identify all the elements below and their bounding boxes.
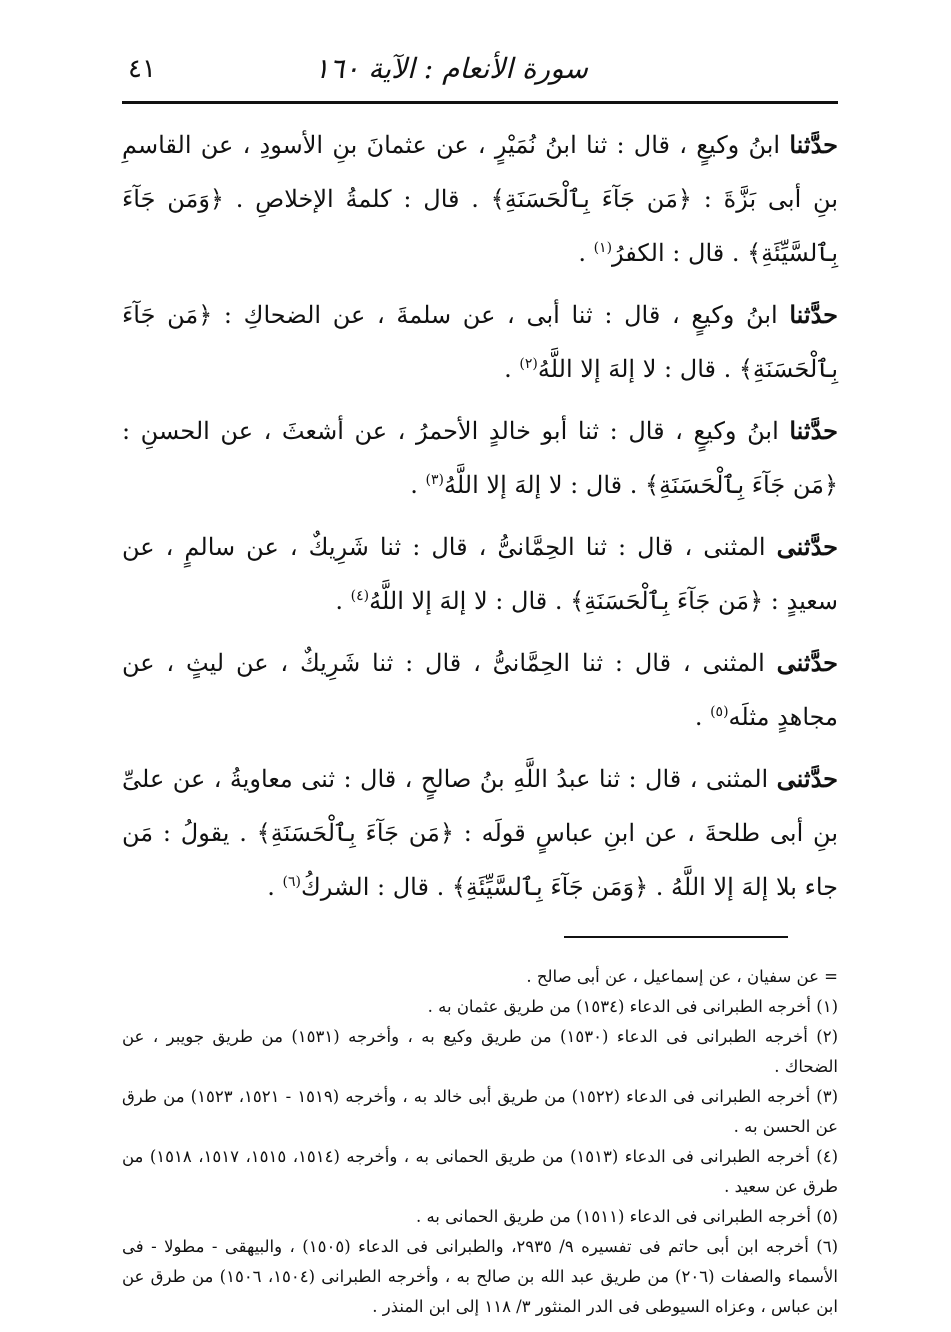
paragraph-lead: حدَّثنى [776, 764, 838, 793]
paragraph-lead: حدَّثنى [776, 532, 838, 561]
paragraph-5 [122, 636, 838, 744]
running-header [122, 48, 838, 96]
footnote-3: (٣) أخرجه الطبرانى فى الدعاء (١٥٢٢) من طريق أبى خالد به ، وأخرجه (١٥١٩ - ١٥٢١، ١٥٢٣) من طرق عن الحسن به . [122, 1087, 838, 1136]
paragraph-lead: حدَّثنى [776, 648, 838, 677]
paragraph-end: . [504, 355, 520, 383]
paragraph-6 [122, 752, 838, 914]
footnote-ref: (١) [593, 240, 613, 256]
footnote-2: (٢) أخرجه الطبرانى فى الدعاء (١٥٣٠) من طريق وكيع به ، وأخرجه (١٥٣١) من طريق جويبر ، عن الضحاك . [122, 1027, 839, 1076]
paragraph-4 [122, 520, 838, 628]
footnote-ref: (٦) [282, 874, 301, 890]
paragraph-text: المثنى ، قال : ثنا عبدُ اللَّهِ بنُ صالحٍ ، قال : ثنى معاويةُ ، عن علىِّ بنِ أبى طلحةَ ، عن ابنِ عباسٍ قولَه : ﴿مَن جَآءَ بِٱلْحَسَنَةِ﴾ . يقولُ : مَن جاء بلا إلهَ إلا اللَّهُ . ﴿وَمَن جَآءَ بِٱلسَّيِّئَةِ﴾ . قال : الشركُ [122, 765, 838, 901]
paragraph-2 [122, 288, 838, 396]
footnote-ref: (٤) [350, 588, 370, 604]
page-title: سورة الأنعام : الآية ١٦٠ [314, 52, 588, 85]
paragraph-1 [122, 118, 838, 280]
paragraph-end: . [410, 471, 426, 499]
paragraph-lead: حدَّثنا [789, 300, 838, 329]
paragraph-text: ابنُ وكيعٍ ، قال : ثنا أبو خالدٍ الأحمرُ ، عن أشعثَ ، عن الحسنِ : ﴿مَن جَآءَ بِٱلْحَسَنَةِ﴾ . قال : لا إلهَ إلا اللَّهُ [122, 417, 838, 499]
footnote-separator [564, 936, 788, 938]
footnote-continuation: = عن سفيان ، عن إسماعيل ، عن أبى صالح . [526, 967, 838, 986]
paragraph-lead: حدَّثنا [789, 130, 838, 159]
main-text [122, 118, 838, 922]
paragraph-end: . [267, 873, 283, 901]
page-number: ٤١ [128, 54, 156, 84]
paragraph-text: المثنى ، قال : ثنا الحِمَّانىُّ ، قال : ثنا شَرِيكٌ ، عن ليثٍ ، عن مجاهدٍ مثلَه [122, 649, 838, 731]
footnote-ref: (٣) [425, 472, 444, 488]
paragraph-end: . [694, 703, 711, 731]
footnote-ref: (٢) [519, 356, 538, 372]
paragraph-end: . [578, 239, 594, 267]
paragraph-end: . [335, 587, 351, 615]
footnote-5: (٥) أخرجه الطبرانى فى الدعاء (١٥١١) من طريق الحمانى به . [415, 1207, 838, 1226]
paragraph-text: ابنُ وكيعٍ ، قال : ثنا ابنُ نُمَيْرٍ ، عن عثمانَ بنِ الأسودِ ، عن القاسمِ بنِ أبى بَزَّةَ : ﴿مَن جَآءَ بِٱلْحَسَنَةِ﴾ . قال : كلمةُ الإخلاصِ . ﴿وَمَن جَآءَ بِٱلسَّيِّئَةِ﴾ . قال : الكفرُ [122, 131, 838, 267]
footnote-ref: (٥) [710, 704, 729, 720]
paragraph-lead: حدَّثنا [789, 416, 838, 445]
footnote-6: (٦) أخرجه ابن أبى حاتم فى تفسيره ٩/ ٢٩٣٥، والطبرانى فى الدعاء (١٥٠٥) ، والبيهقى - مطولا - فى الأسماء والصفات (٢٠٦) من طريق عبد الله بن صالح به ، وأخرجه الطبرانى (١٥٠٤، ١٥٠٦) من طرق عن ابن عباس ، وعزاه السيوطى فى الدر المنثور ٣/ ١١٨ إلى ابن المنذر . [122, 1237, 839, 1316]
paragraph-3 [122, 404, 838, 512]
footnote-1: (١) أخرجه الطبرانى فى الدعاء (١٥٣٤) من طريق عثمان به . [427, 997, 838, 1016]
footnotes [122, 962, 838, 1322]
footnote-4: (٤) أخرجه الطبرانى فى الدعاء (١٥١٣) من طريق الحمانى به ، وأخرجه (١٥١٤، ١٥١٥، ١٥١٧، ١٥١٨) من طرق عن سعيد . [122, 1147, 838, 1196]
paragraph-text: ابنُ وكيعٍ ، قال : ثنا أبى ، عن سلمةَ ، عن الضحاكِ : ﴿مَن جَآءَ بِٱلْحَسَنَةِ﴾ . قال : لا إلهَ إلا اللَّهُ [122, 301, 838, 383]
header-divider [122, 101, 838, 104]
paragraph-text: المثنى ، قال : ثنا الحِمَّانىُّ ، قال : ثنا شَرِيكٌ ، عن سالمٍ ، عن سعيدٍ : ﴿مَن جَآءَ بِٱلْحَسَنَةِ﴾ . قال : لا إلهَ إلا اللَّهُ [122, 533, 838, 615]
